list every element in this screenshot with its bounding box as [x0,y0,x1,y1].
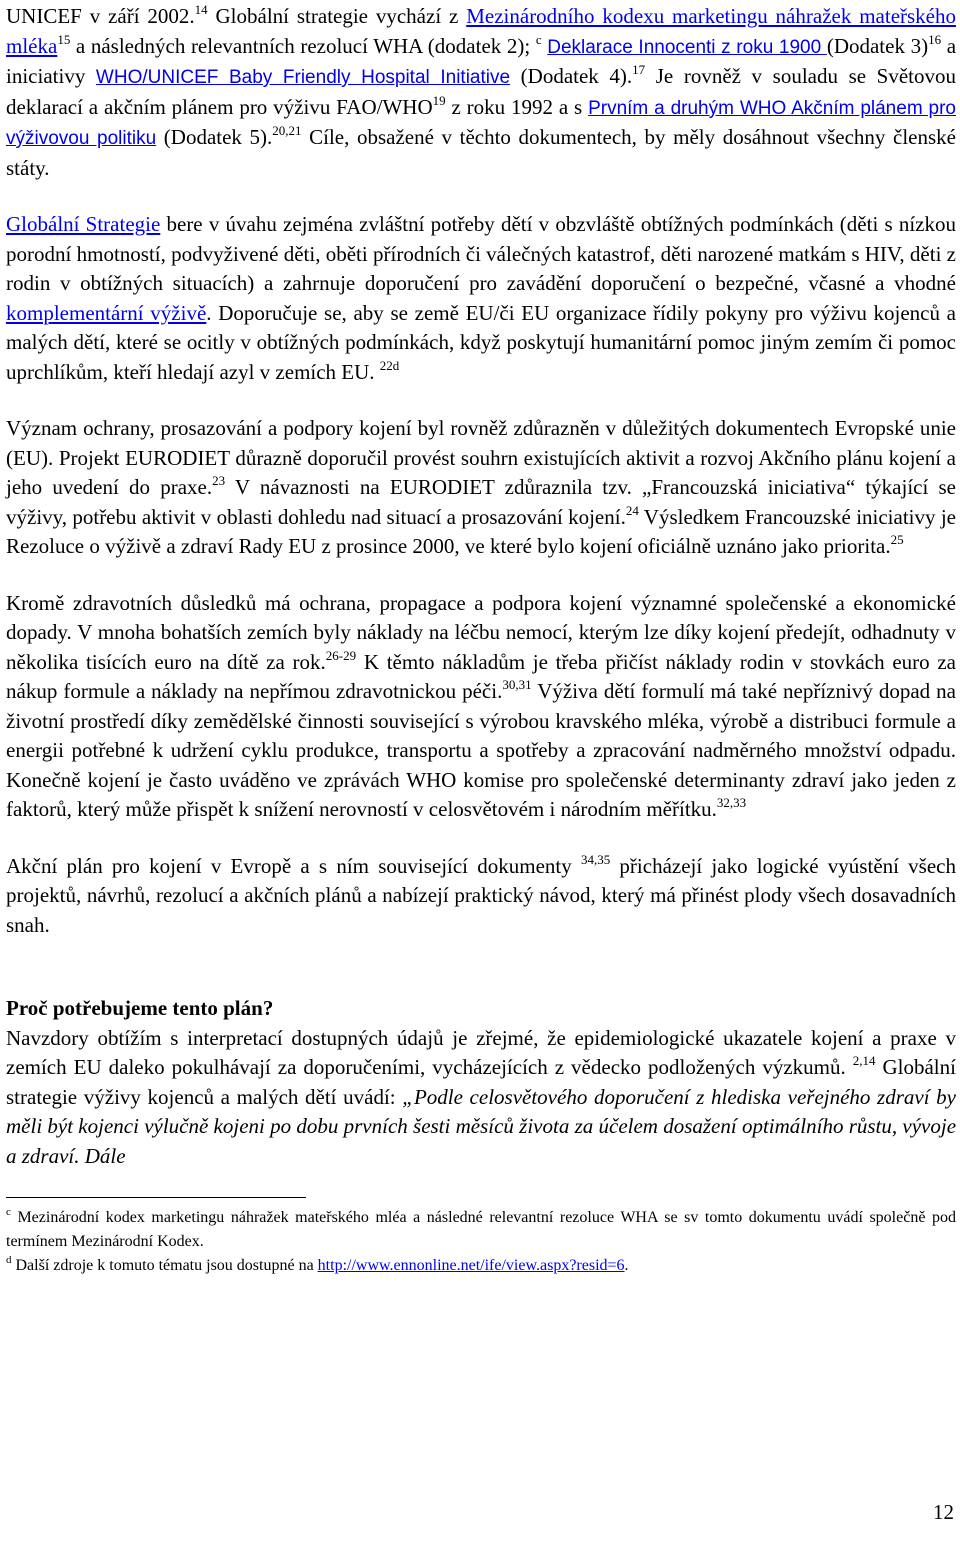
footnote-ref: 30,31 [502,677,532,692]
link-international-code[interactable]: Mezinárodního kodexu marketingu náhražek mateřského mléka [6,4,956,58]
link-ennonline[interactable]: http://www.ennonline.net/ife/view.aspx?resid=6 [317,1257,625,1274]
footnote-ref: 23 [212,473,226,488]
strategy-quote: „Podle celosvětového doporučení z hlediska veřejného zdraví by měli být kojenci výlučně kojeni po dobu prvních šesti měsíců života za účelem dosažení optimálního růstu, vývoje a zdraví. Dále [6,1084,957,1168]
footnote-divider [6,1197,306,1198]
footnote-ref: 19 [432,92,446,108]
paragraph-action-plan: Akční plán pro kojení v Evropě a s ním související dokumenty $^{34,35}$ přicházejí jako logické vyústění všech projektů, návrhů, rezolucí a akčních plánů a nabízejí praktický návod, který má přinést plody všech dosavadních snah. [6,851,956,937]
footnote-ref: 22d [379,357,400,373]
paragraph-global-strategy-origins: UNICEF v září 2002.14 Globální strategie vychází z Mezinárodního kodexu marketingu náhražek mateřského mléka$^{15}$ a následných relevantních rezolucí WHA (dodatek 2); $^c$ Deklarace Innocenti z roku 1900 (Dodatek 3)$^{16}$ a iniciativy WHO/UNICEF Baby Friendly Hospital Initiative (Dodatek 4).$^{17}$ Je rovněž v souladu se Světovou deklarací a akčním plánem pro výživu FAO/WHO$^{19}$ z roku 1992 a s Prvním a druhým WHO Akčním plánem pro výživovou politiku (Dodatek 5).$^{20,21}$ Cíle, obsažené v těchto dokumentech, by měly dosáhnout všechny členské státy. [6,2,957,180]
link-complementary-nutrition[interactable]: komplementární výživě [6,300,207,325]
footnote-ref: 16 [928,31,942,47]
link-baby-friendly-hospital[interactable]: WHO/UNICEF Baby Friendly Hospital Initiative [95,67,511,88]
footnote-ref: 24 [625,502,639,518]
footnote-ref: 20,21 [272,123,302,138]
link-who-action-plan[interactable]: Prvním a druhým WHO Akčním plánem pro výživovou politiku [6,97,956,149]
footnote-ref: 32,33 [716,795,747,810]
paragraph-global-strategy-needs: Globální Strategie bere v úvahu zejména zvláštní potřeby dětí v obzvláště obtížných podmínkách (děti s nízkou porodní hmotností, podvyživené děti, oběti přírodních či válečných katastrof, děti narozené matkám s HIV, děti z rodin v obtížných situacích) a zahrnuje doporučení pro zavádění doporučení o bezpečné, včasné a vhodné komplementární výživě. Doporučuje se, aby se země EU/či EU organizace řídily pokyny pro výživu kojenců a malých dětí, které se ocitly v obtížných podmínkách, když poskytují humanitární pomoc jiným zemím či pomoc uprchlíkům, kteří hledají azyl v zemích EU. $^{22d}$ [6,212,956,384]
footnote-ref: 26-29 [325,647,357,663]
footnote-ref: 14 [194,2,208,17]
section-heading: Proč potřebujeme tento plán? [6,996,274,1020]
footnote-ref: 25 [890,532,904,547]
paragraph-why-plan: Navzdory obtížím s interpretací dostupných údajů je zřejmé, že epidemiologické ukazatele kojení a praxe v zemích EU daleko pokulhávají za doporučeními, vycházejících z vědecko podložených výzkumů. $^{2,14}$ Globální strategie výživy kojenců a malých dětí uvádí: „Podle celosvětového doporučení z hlediska veřejného zdraví by měli být kojenci výlučně kojeni po dobu prvních šesti měsíců života za účelem dosažení optimálního růstu, vývoje a zdraví. Dále [6,1025,957,1168]
footnote-d: $^d$ Další zdroje k tomuto tématu jsou dostupné na http://www.ennonline.net/ife/view.aspx?resid=6. [6,1253,629,1274]
footnote-ref: c [535,31,542,47]
footnote-ref: 34,35 [580,851,611,867]
page-number: 12 [933,1500,954,1524]
footnote-ref: 17 [632,62,646,77]
footnote-mark: c [6,1205,11,1218]
footnote-ref: 15 [57,31,71,47]
paragraph-eu-documents: Význam ochrany, prosazování a podpory kojení byl rovněž zdůrazněn v důležitých dokumentech Evropské unie (EU). Projekt EURODIET důrazně doporučil provést souhrn existujících aktivit a rozvoj Akčního plánu kojení a jeho uvedení do praxe.$^{23}$ V návaznosti na EURODIET zdůraznila tzv. „Francouzská iniciativa“ týkající se výživy, potřebu aktivit v oblasti dohledu nad situací a prosazování kojení.$^{24}$ Výsledkem Francouzské iniciativy je Rezoluce o výživě a zdraví Rady EU z prosince 2000, ve které bylo kojení oficiálně uznáno jako priorita.$^{25}$ [6,416,956,558]
spacer [6,967,956,994]
spacer [6,183,956,210]
footnote-ref: 2,14 [852,1053,876,1068]
link-innocenti-declaration[interactable]: Deklarace Innocenti z roku 1900 [547,36,827,58]
spacer [6,562,956,589]
paragraph-economic-impact: Kromě zdravotních důsledků má ochrana, propagace a podpora kojení významné společenské a ekonomické dopady. V mnoha bohatších zemích byly náklady na léčbu nemocí, kterým lze díky kojení předejít, odhadnuty v několika tisících euro na dítě za rok.$^{26-29}$ K těmto nákladům je třeba přičíst náklady rodin v stovkách euro za nákup formule a náklady na nepřímou zdravotnickou péči.$^{30,31}$ Výživa dětí formulí má také nepříznivý dopad na životní prostředí díky zemědělské činnosti související s výrobou kravského mléka, výrobě a distribuci formule a energii potřebné k udržení cyklu produkce, transportu a spotřeby a zpracování nadměrného množství odpadu. Konečně kojení je často uváděno ve zprávách WHO komise pro společenské determinanty zdraví jako jeden z faktorů, který může přispět k snížení nerovností v celosvětovém i národním měřítku.$^{32,33}$ [6,590,957,821]
footnote-mark: d [6,1253,12,1266]
spacer [6,825,956,852]
footnote-c: $^c$ Mezinárodní kodex marketingu náhražek mateřského mléa a následné relevantní rezoluce WHA se sv tomto dokumentu uvádí společně pod termínem Mezinárodní Kodex. [6,1205,956,1250]
spacer [6,387,956,414]
spacer [6,940,956,967]
link-global-strategy[interactable]: Globální Strategie [6,212,161,236]
